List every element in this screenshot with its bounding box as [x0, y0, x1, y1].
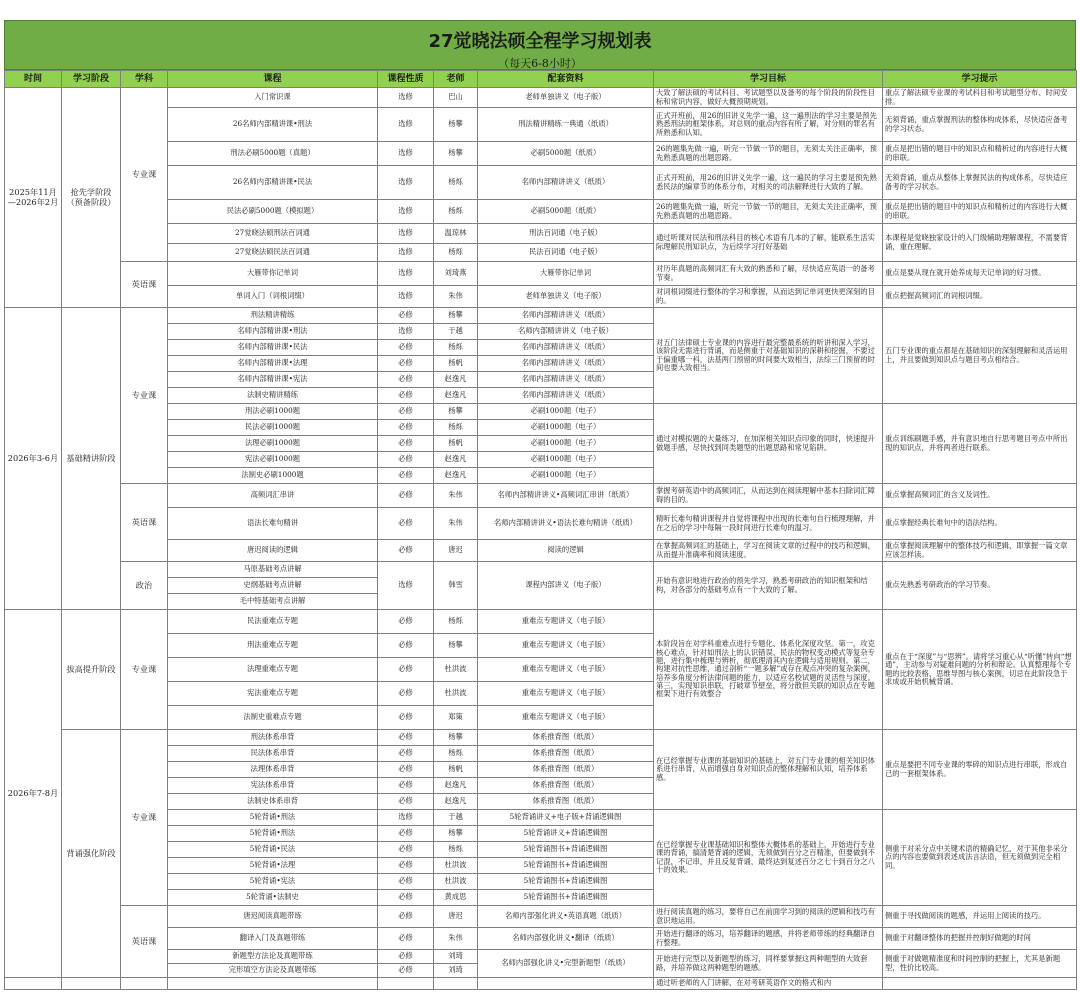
tip-cell: 本课程是觉晓独家设计的入门级辅助理解课程，不需要背诵，重在理解。 — [883, 224, 1077, 262]
material-cell: 体系推背图（纸质） — [478, 794, 654, 810]
nature-cell: 必修 — [378, 508, 434, 540]
goal-cell: 对五门法律硕士专业课的内容进行最完整最系统的听讲和深入学习，该阶段无需进行背诵，而是侧重于对基础知识的深耕和挖掘，不要过于偏重哪一科，法基两门预留的时间要大致相当，法综三门预留的时间也要大致相当。 — [654, 308, 883, 404]
teacher-cell: 赵逸凡 — [434, 372, 478, 388]
tip-cell: 重点掌握高频词汇的含义及词性。 — [883, 484, 1077, 508]
course-cell: 新题型方法论及真题带练 — [168, 950, 378, 964]
material-cell: 名师内部精讲讲义（纸质） — [478, 372, 654, 388]
goal-cell: 26的题集先做一遍，听完一节做一节的题目，无须太关注正确率，预先熟悉真题的出题思路。 — [654, 200, 883, 224]
course-cell: 宪法体系串背 — [168, 778, 378, 794]
course-cell: 26名师内部精讲课•民法 — [168, 166, 378, 200]
material-cell: 名师内部精讲讲义（纸质） — [478, 388, 654, 404]
teacher-cell: 杨烁 — [434, 244, 478, 262]
stage-cell: 抢先学阶段（预备阶段） — [62, 88, 121, 308]
material-cell: 名师内部精讲讲义（纸质） — [478, 356, 654, 372]
material-cell: 必刷1000题（电子） — [478, 436, 654, 452]
teacher-cell: 杨攀 — [434, 404, 478, 420]
course-cell: 宪法重难点专题 — [168, 682, 378, 706]
teacher-cell: 于越 — [434, 324, 478, 340]
nature-cell: 必修 — [378, 484, 434, 508]
teacher-cell: 杨帆 — [434, 762, 478, 778]
teacher-cell: 赵逸凡 — [434, 794, 478, 810]
material-cell: 阅读的逻辑 — [478, 540, 654, 562]
tip-cell: 重点掌握经典长难句中的语法结构。 — [883, 508, 1077, 540]
table-row — [5, 978, 1077, 990]
subject-cell: 专业课 — [121, 610, 168, 730]
goal-cell: 精听长难句精讲课程并自觉将课程中出现的长难句自行梳理理解，并在之后的学习中每隔一段时间进行长难句的温习。 — [654, 508, 883, 540]
course-cell: 5轮背诵•宪法 — [168, 874, 378, 890]
course-cell: 法制史精讲精练 — [168, 388, 378, 404]
header-materials: 配套资料 — [478, 71, 654, 88]
plan-subtitle: （每天6-8小时） — [498, 57, 582, 70]
teacher-cell: 唐迟 — [434, 540, 478, 562]
time-cell: 2025年11月—2026年2月 — [5, 88, 62, 308]
course-cell: 单词入门（词根词缀） — [168, 286, 378, 308]
material-cell: 刑法百词通（电子版） — [478, 224, 654, 244]
course-cell: 27觉晓法硕民法百词通 — [168, 244, 378, 262]
teacher-cell: 赵逸凡 — [434, 468, 478, 484]
goal-cell: 在已经掌握专业课基础知识和整体大概体系的基础上，开始进行专业课的背诵，搞清楚背诵的逻辑，无须做到百分之百精准，但要做到不记混，不记串，并且反复背诵，最终达到复述百分之七十到百分之八十的效果。 — [654, 810, 883, 906]
teacher-cell: 赵逸凡 — [434, 778, 478, 794]
teacher-cell: 杨攀 — [434, 634, 478, 658]
tip-cell: 重点是要把不同专业课的零碎的知识点进行串联，形成自己的一套框架体系。 — [883, 730, 1077, 810]
material-cell: 重难点专题讲义（电子版） — [478, 682, 654, 706]
course-cell: 名师内部精讲课•宪法 — [168, 372, 378, 388]
tip-cell: 重点掌握阅读理解中的整体技巧和逻辑，即掌握一篇文章应该怎样读。 — [883, 540, 1077, 562]
plan-table — [4, 70, 1077, 990]
course-cell: 法理必刷1000题 — [168, 436, 378, 452]
time-cell: 2026年3-6月 — [5, 308, 62, 610]
nature-cell: 必修 — [378, 468, 434, 484]
goal-cell: 通过对模拟题的大量练习，在加深相关知识点印象的同时，快速提升做题手感，尽快找到同类题型的出题思路和常见陷阱。 — [654, 404, 883, 484]
material-cell: 重难点专题讲义（电子版） — [478, 658, 654, 682]
nature-cell: 必修 — [378, 372, 434, 388]
tip-cell: 重点了解法硕专业课的考试科目和考试题型分布、时间安排。 — [883, 88, 1077, 108]
header-course: 课程 — [168, 71, 378, 88]
tip-cell: 重点把握高频词汇的词根词缀。 — [883, 286, 1077, 308]
goal-cell: 大致了解法硕的考试科目、考试题型以及备考的每个阶段的阶段性目标和常识内容，做好大概预期规划。 — [654, 88, 883, 108]
plan-title: 27觉晓法硕全程学习规划表 — [428, 31, 652, 52]
nature-cell: 必修 — [378, 388, 434, 404]
material-cell: 刑法精讲精练一典通（纸质） — [478, 108, 654, 142]
nature-cell: 选修 — [378, 224, 434, 244]
nature-cell: 必修 — [378, 964, 434, 978]
nature-cell: 选修 — [378, 142, 434, 166]
nature-cell: 必修 — [378, 340, 434, 356]
teacher-cell: 赵逸凡 — [434, 388, 478, 404]
subject-cell: 英语课 — [121, 262, 168, 308]
material-cell: 民法百词通（电子版） — [478, 244, 654, 262]
course-cell: 民法体系串背 — [168, 746, 378, 762]
goal-cell: 正式开班前，用26的旧讲义先学一遍，这一遍民的学习主要是预先熟悉民法的编章节的体系分布，对相关的司法解释进行大致的了解。 — [654, 166, 883, 200]
tip-cell: 重点是把出错的题目中的知识点和精析过的内容进行大概的串联。 — [883, 200, 1077, 224]
material-cell: 名师内部精讲讲义•高频词汇串讲（纸质） — [478, 484, 654, 508]
nature-cell: 必修 — [378, 706, 434, 730]
nature-cell: 必修 — [378, 404, 434, 420]
nature-cell: 选修 — [378, 286, 434, 308]
teacher-cell: 朱伟 — [434, 508, 478, 540]
course-cell: 法制史体系串背 — [168, 794, 378, 810]
nature-cell: 必修 — [378, 762, 434, 778]
nature-cell: 选修 — [378, 88, 434, 108]
tip-cell: 五门专业课的重点都是在基础知识的深刻理解和灵活运用上，并且要做到知识点与题目考点相结合。 — [883, 308, 1077, 404]
teacher-cell: 杨帆 — [434, 436, 478, 452]
material-cell: 5轮背诵讲义+背诵逻辑图 — [478, 826, 654, 842]
material-cell: 老师单独讲义（电子版） — [478, 286, 654, 308]
material-cell: 名师内部精讲讲义（纸质） — [478, 166, 654, 200]
teacher-cell: 杨帆 — [434, 356, 478, 372]
stage-cell: 拔高提升阶段 — [62, 610, 121, 730]
material-cell: 大雁带你记单词 — [478, 262, 654, 286]
nature-cell: 必修 — [378, 928, 434, 950]
teacher-cell: 杜洪波 — [434, 658, 478, 682]
nature-cell: 必修 — [378, 730, 434, 746]
teacher-cell: 赵逸凡 — [434, 452, 478, 468]
nature-cell: 必修 — [378, 794, 434, 810]
teacher-cell: 杨攀 — [434, 826, 478, 842]
material-cell: 体系推背图（纸质） — [478, 762, 654, 778]
course-cell: 26名师内部精讲课•刑法 — [168, 108, 378, 142]
course-cell: 民法必刷5000题（模拟题） — [168, 200, 378, 224]
teacher-cell: 杨攀 — [434, 142, 478, 166]
nature-cell: 必修 — [378, 658, 434, 682]
header-stage: 学习阶段 — [62, 71, 121, 88]
teacher-cell: 朱伟 — [434, 484, 478, 508]
course-cell: 高频词汇串讲 — [168, 484, 378, 508]
teacher-cell: 刘琦 — [434, 964, 478, 978]
nature-cell: 必修 — [378, 874, 434, 890]
nature-cell: 必修 — [378, 778, 434, 794]
header-subject: 学科 — [121, 71, 168, 88]
teacher-cell: 杨烁 — [434, 420, 478, 436]
nature-cell: 必修 — [378, 858, 434, 874]
material-cell: 名师内部强化讲义•翻译（纸质） — [478, 928, 654, 950]
teacher-cell: 唐迟 — [434, 906, 478, 928]
nature-cell: 必修 — [378, 540, 434, 562]
teacher-cell: 韩雪 — [434, 562, 478, 610]
tip-cell: 侧重于寻找做阅读的题感，并运用上阅读的技巧。 — [883, 906, 1077, 928]
teacher-cell: 巴山 — [434, 88, 478, 108]
material-cell: 课程内部讲义（电子版） — [478, 562, 654, 610]
course-cell: 民法必刷1000题 — [168, 420, 378, 436]
course-cell: 完形填空方法论及真题带练 — [168, 964, 378, 978]
material-cell: 5轮背诵图书+背诵逻辑图 — [478, 874, 654, 890]
table-row — [5, 906, 1077, 928]
tip-cell: 重点在于“深度”与“思辨”。请将学习重心从“听懂”转向“想通”，主动参与对疑难问题的分析和辩论。认真整理每个专题的比较表格、思维导图与核心案例，切忌在此阶段急于求成或开始机械背诵。 — [883, 610, 1077, 730]
teacher-cell: 郑策 — [434, 706, 478, 730]
tip-cell: 重点是要从现在就开始养成每天记单词的好习惯。 — [883, 262, 1077, 286]
course-cell: 名师内部精讲课•法理 — [168, 356, 378, 372]
tip-cell: 重点是把出错的题目中的知识点和精析过的内容进行大概的串联。 — [883, 142, 1077, 166]
course-cell: 5轮背诵•刑法 — [168, 826, 378, 842]
nature-cell: 必修 — [378, 356, 434, 372]
course-cell: 语法长难句精讲 — [168, 508, 378, 540]
teacher-cell: 杜洪波 — [434, 874, 478, 890]
nature-cell: 必修 — [378, 634, 434, 658]
material-cell: 名师内部精讲讲义（纸质） — [478, 308, 654, 324]
nature-cell: 必修 — [378, 906, 434, 928]
material-cell: 重难点专题讲义（电子版） — [478, 706, 654, 730]
material-cell: 5轮背诵图书+背诵逻辑图 — [478, 890, 654, 906]
tip-cell: 重点先熟悉考研政治的学习节奏。 — [883, 562, 1077, 610]
subject-cell: 英语课 — [121, 906, 168, 978]
goal-cell: 进行阅读真题的练习，要将自己在前面学习到的阅读的逻辑和技巧有意识地运用。 — [654, 906, 883, 928]
header-time: 时间 — [5, 71, 62, 88]
material-cell: 名师内部精讲讲义•语法长难句精讲（纸质） — [478, 508, 654, 540]
goal-cell: 本阶段旨在对学科重难点进行专题化、体系化深度攻坚。第一，攻克核心难点，针对如刑法上的认识错误、民法的物权变动模式等复杂专题，进行集中梳理与辨析，彻底理清其内在逻辑与适用规则。第二，构建对抗性思维，通过剖析“一题多解”或存在观点冲突的复杂案例，培养多角度分析法律问题的能力，以适应名校试题的灵活性与深度。第三，实现知识串联，打破章节壁垒，将分散但关联的知识点在专题框架下进行有效整合 — [654, 610, 883, 730]
teacher-cell: 温琼林 — [434, 224, 478, 244]
stage-cell: 背诵强化阶段 — [62, 730, 121, 978]
material-cell: 必刷1000题（电子） — [478, 404, 654, 420]
goal-cell: 通过听课对民法和刑法科目的核心术语有几本的了解，能联系生活实际理解民刑知识点，为后续学习打好基础 — [654, 224, 883, 262]
nature-cell: 必修 — [378, 308, 434, 324]
study-plan-sheet — [4, 20, 1076, 990]
material-cell: 必刷1000题（电子） — [478, 420, 654, 436]
course-cell: 刑法体系串背 — [168, 730, 378, 746]
nature-cell: 选修 — [378, 200, 434, 224]
goal-cell: 在已经掌握专业课的基础知识的基础上，对五门专业课的相关知识体系进行串背，从而增强自身对知识点的整体理解和认知，培养体系感。 — [654, 730, 883, 810]
teacher-cell: 黄成思 — [434, 890, 478, 906]
table-row — [5, 484, 1077, 508]
course-cell: 刑法精讲精练 — [168, 308, 378, 324]
course-cell: 大雁带你记单词 — [168, 262, 378, 286]
nature-cell: 必修 — [378, 890, 434, 906]
table-row — [5, 562, 1077, 578]
teacher-cell: 刘琦燕 — [434, 262, 478, 286]
material-cell: 名师内部精讲讲义（电子版） — [478, 324, 654, 340]
teacher-cell: 刘琦 — [434, 950, 478, 964]
material-cell: 5轮背诵讲义+电子版+背诵逻辑图 — [478, 810, 654, 826]
subject-cell: 专业课 — [121, 730, 168, 906]
course-cell: 5轮背诵•法理 — [168, 858, 378, 874]
material-cell: 老师单独讲义（电子版） — [478, 88, 654, 108]
nature-cell: 必修 — [378, 746, 434, 762]
teacher-cell: 杨烁 — [434, 166, 478, 200]
course-cell: 法制史重难点专题 — [168, 706, 378, 730]
subject-cell: 政治 — [121, 562, 168, 610]
subject-cell: 专业课 — [121, 88, 168, 262]
table-row — [5, 610, 1077, 634]
goal-cell: 26的题集先做一遍，听完一节做一节的题目，无须太关注正确率，预先熟悉真题的出题思路。 — [654, 142, 883, 166]
course-cell: 唐迟阅读真题带练 — [168, 906, 378, 928]
material-cell: 体系推背图（纸质） — [478, 778, 654, 794]
material-cell: 名师内部精讲讲义（纸质） — [478, 340, 654, 356]
material-cell: 必刷5000题（纸质） — [478, 142, 654, 166]
course-cell: 法制史必刷1000题 — [168, 468, 378, 484]
teacher-cell: 杨烁 — [434, 842, 478, 858]
goal-cell: 通过听老师的入门讲解，在对考研英语作文的格式和内 — [654, 978, 883, 990]
table-row — [5, 262, 1077, 286]
material-cell: 必刷5000题（纸质） — [478, 200, 654, 224]
nature-cell: 选修 — [378, 166, 434, 200]
nature-cell: 必修 — [378, 420, 434, 436]
nature-cell: 选修 — [378, 324, 434, 340]
teacher-cell: 于越 — [434, 810, 478, 826]
material-cell: 体系推背图（纸质） — [478, 730, 654, 746]
teacher-cell: 朱伟 — [434, 286, 478, 308]
goal-cell: 掌握考研英语中的高频词汇，从而达到在阅读理解中基本扫除词汇障碍的目的。 — [654, 484, 883, 508]
nature-cell: 必修 — [378, 682, 434, 706]
table-row — [5, 88, 1077, 108]
course-cell: 马原基础考点讲解 — [168, 562, 378, 578]
course-cell: 史纲基础考点讲解 — [168, 578, 378, 594]
subject-cell: 专业课 — [121, 308, 168, 484]
teacher-cell: 杨攀 — [434, 730, 478, 746]
nature-cell: 选修 — [378, 562, 434, 610]
tip-cell: 无须背诵，重点从整体上掌握民法的构成体系，尽快适应备考的学习状态。 — [883, 166, 1077, 200]
nature-cell: 选修 — [378, 810, 434, 826]
teacher-cell: 杨攀 — [434, 308, 478, 324]
tip-cell: 侧重于对做题精准度和时间控制的把握上，尤其是新题型，性价比较高。 — [883, 950, 1077, 978]
title-banner — [4, 20, 1076, 70]
nature-cell: 选修 — [378, 262, 434, 286]
course-cell: 名师内部精讲课•刑法 — [168, 324, 378, 340]
header-goal: 学习目标 — [654, 71, 883, 88]
goal-cell: 在掌握高频词汇的基础上，学习在阅读文章的过程中的技巧和逻辑，从而提升准确率和阅读速度。 — [654, 540, 883, 562]
tip-cell: 无须背诵，重点掌握刑法的整体构成体系，尽快适应备考的学习状态。 — [883, 108, 1077, 142]
tip-cell: 重点训练刷题手感，并有意识地自行思考题目考点中所出现的知识点，并将两者进行联系。 — [883, 404, 1077, 484]
course-cell: 名师内部精讲课•民法 — [168, 340, 378, 356]
material-cell: 重难点专题讲义（电子版） — [478, 634, 654, 658]
stage-cell: 基础精讲阶段 — [62, 308, 121, 610]
header-nature: 课程性质 — [378, 71, 434, 88]
course-cell: 5轮背诵•民法 — [168, 842, 378, 858]
nature-cell: 必修 — [378, 842, 434, 858]
goal-cell: 正式开班前，用26的旧讲义先学一遍，这一遍刑法的学习主要是预先熟悉刑法的框架体系，对总则的重点内容有所了解，对分则的罪名有所熟悉和认知。 — [654, 108, 883, 142]
teacher-cell: 杜洪波 — [434, 682, 478, 706]
course-cell: 毛中特基础考点讲解 — [168, 594, 378, 610]
course-cell: 法理体系串背 — [168, 762, 378, 778]
course-cell: 翻译入门及真题带练 — [168, 928, 378, 950]
material-cell: 体系推背图（纸质） — [478, 746, 654, 762]
course-cell: 5轮背诵•法制史 — [168, 890, 378, 906]
tip-cell: 侧重于对采分点中关键术语的精确记忆，对于其他非采分点的内容也要做到表述成法言法语，但无须做到完全相同。 — [883, 810, 1077, 906]
course-cell: 入门常识课 — [168, 88, 378, 108]
goal-cell: 开始有意识地进行政治的预先学习，熟悉考研政治的知识框架和结构，对各部分的基础考点有一个大致的了解。 — [654, 562, 883, 610]
goal-cell: 开始进行翻译的练习，培养翻译的题感，并将老师带练的经典翻译自行整理。 — [654, 928, 883, 950]
material-cell: 必刷1000题（电子） — [478, 452, 654, 468]
teacher-cell: 杨烁 — [434, 610, 478, 634]
teacher-cell: 杨攀 — [434, 108, 478, 142]
course-cell: 法理重难点专题 — [168, 658, 378, 682]
course-cell: 刑法重难点专题 — [168, 634, 378, 658]
header-row — [5, 71, 1077, 88]
teacher-cell: 杜洪波 — [434, 858, 478, 874]
course-cell: 宪法必刷1000题 — [168, 452, 378, 468]
material-cell: 名师内部强化讲义•完型新题型（纸质） — [478, 950, 654, 978]
teacher-cell: 杨烁 — [434, 340, 478, 356]
course-cell: 5轮背诵•刑法 — [168, 810, 378, 826]
material-cell: 名师内部强化讲义•英语真题（纸质） — [478, 906, 654, 928]
course-cell: 民法重难点专题 — [168, 610, 378, 634]
material-cell: 必刷1000题（电子） — [478, 468, 654, 484]
course-cell: 刑法必刷1000题 — [168, 404, 378, 420]
time-cell: 2026年7-8月 — [5, 610, 62, 978]
material-cell: 5轮背诵图书+背诵逻辑图 — [478, 842, 654, 858]
table-row — [5, 308, 1077, 324]
material-cell: 重难点专题讲义（电子版） — [478, 610, 654, 634]
header-teacher: 老师 — [434, 71, 478, 88]
nature-cell: 必修 — [378, 950, 434, 964]
goal-cell: 开始进行完型以及新题型的练习，同样要掌握这两种题型的大致套路，并培养做这两种题型的题感。 — [654, 950, 883, 978]
tip-cell: 侧重于对翻译整体的把握并控制好做题的时间 — [883, 928, 1077, 950]
goal-cell: 对历年真题的高频词汇有大致的熟悉和了解，尽快适应英语一的备考节奏。 — [654, 262, 883, 286]
nature-cell: 必修 — [378, 826, 434, 842]
header-tips: 学习提示 — [883, 71, 1077, 88]
material-cell: 5轮背诵图书+背诵逻辑图 — [478, 858, 654, 874]
course-cell: 唐迟阅读的逻辑 — [168, 540, 378, 562]
teacher-cell: 杨烁 — [434, 200, 478, 224]
nature-cell: 必修 — [378, 452, 434, 468]
subject-cell: 英语课 — [121, 484, 168, 562]
course-cell: 27觉晓法硕刑法百词通 — [168, 224, 378, 244]
nature-cell: 必修 — [378, 610, 434, 634]
nature-cell: 选修 — [378, 108, 434, 142]
nature-cell: 必修 — [378, 436, 434, 452]
table-row — [5, 730, 1077, 746]
teacher-cell: 杨烁 — [434, 746, 478, 762]
teacher-cell: 朱伟 — [434, 928, 478, 950]
nature-cell: 选修 — [378, 244, 434, 262]
goal-cell: 对词根词缀进行整体的学习和掌握，从而达到记单词更快更深刻的目的。 — [654, 286, 883, 308]
course-cell: 刑法必刷5000题（真题） — [168, 142, 378, 166]
